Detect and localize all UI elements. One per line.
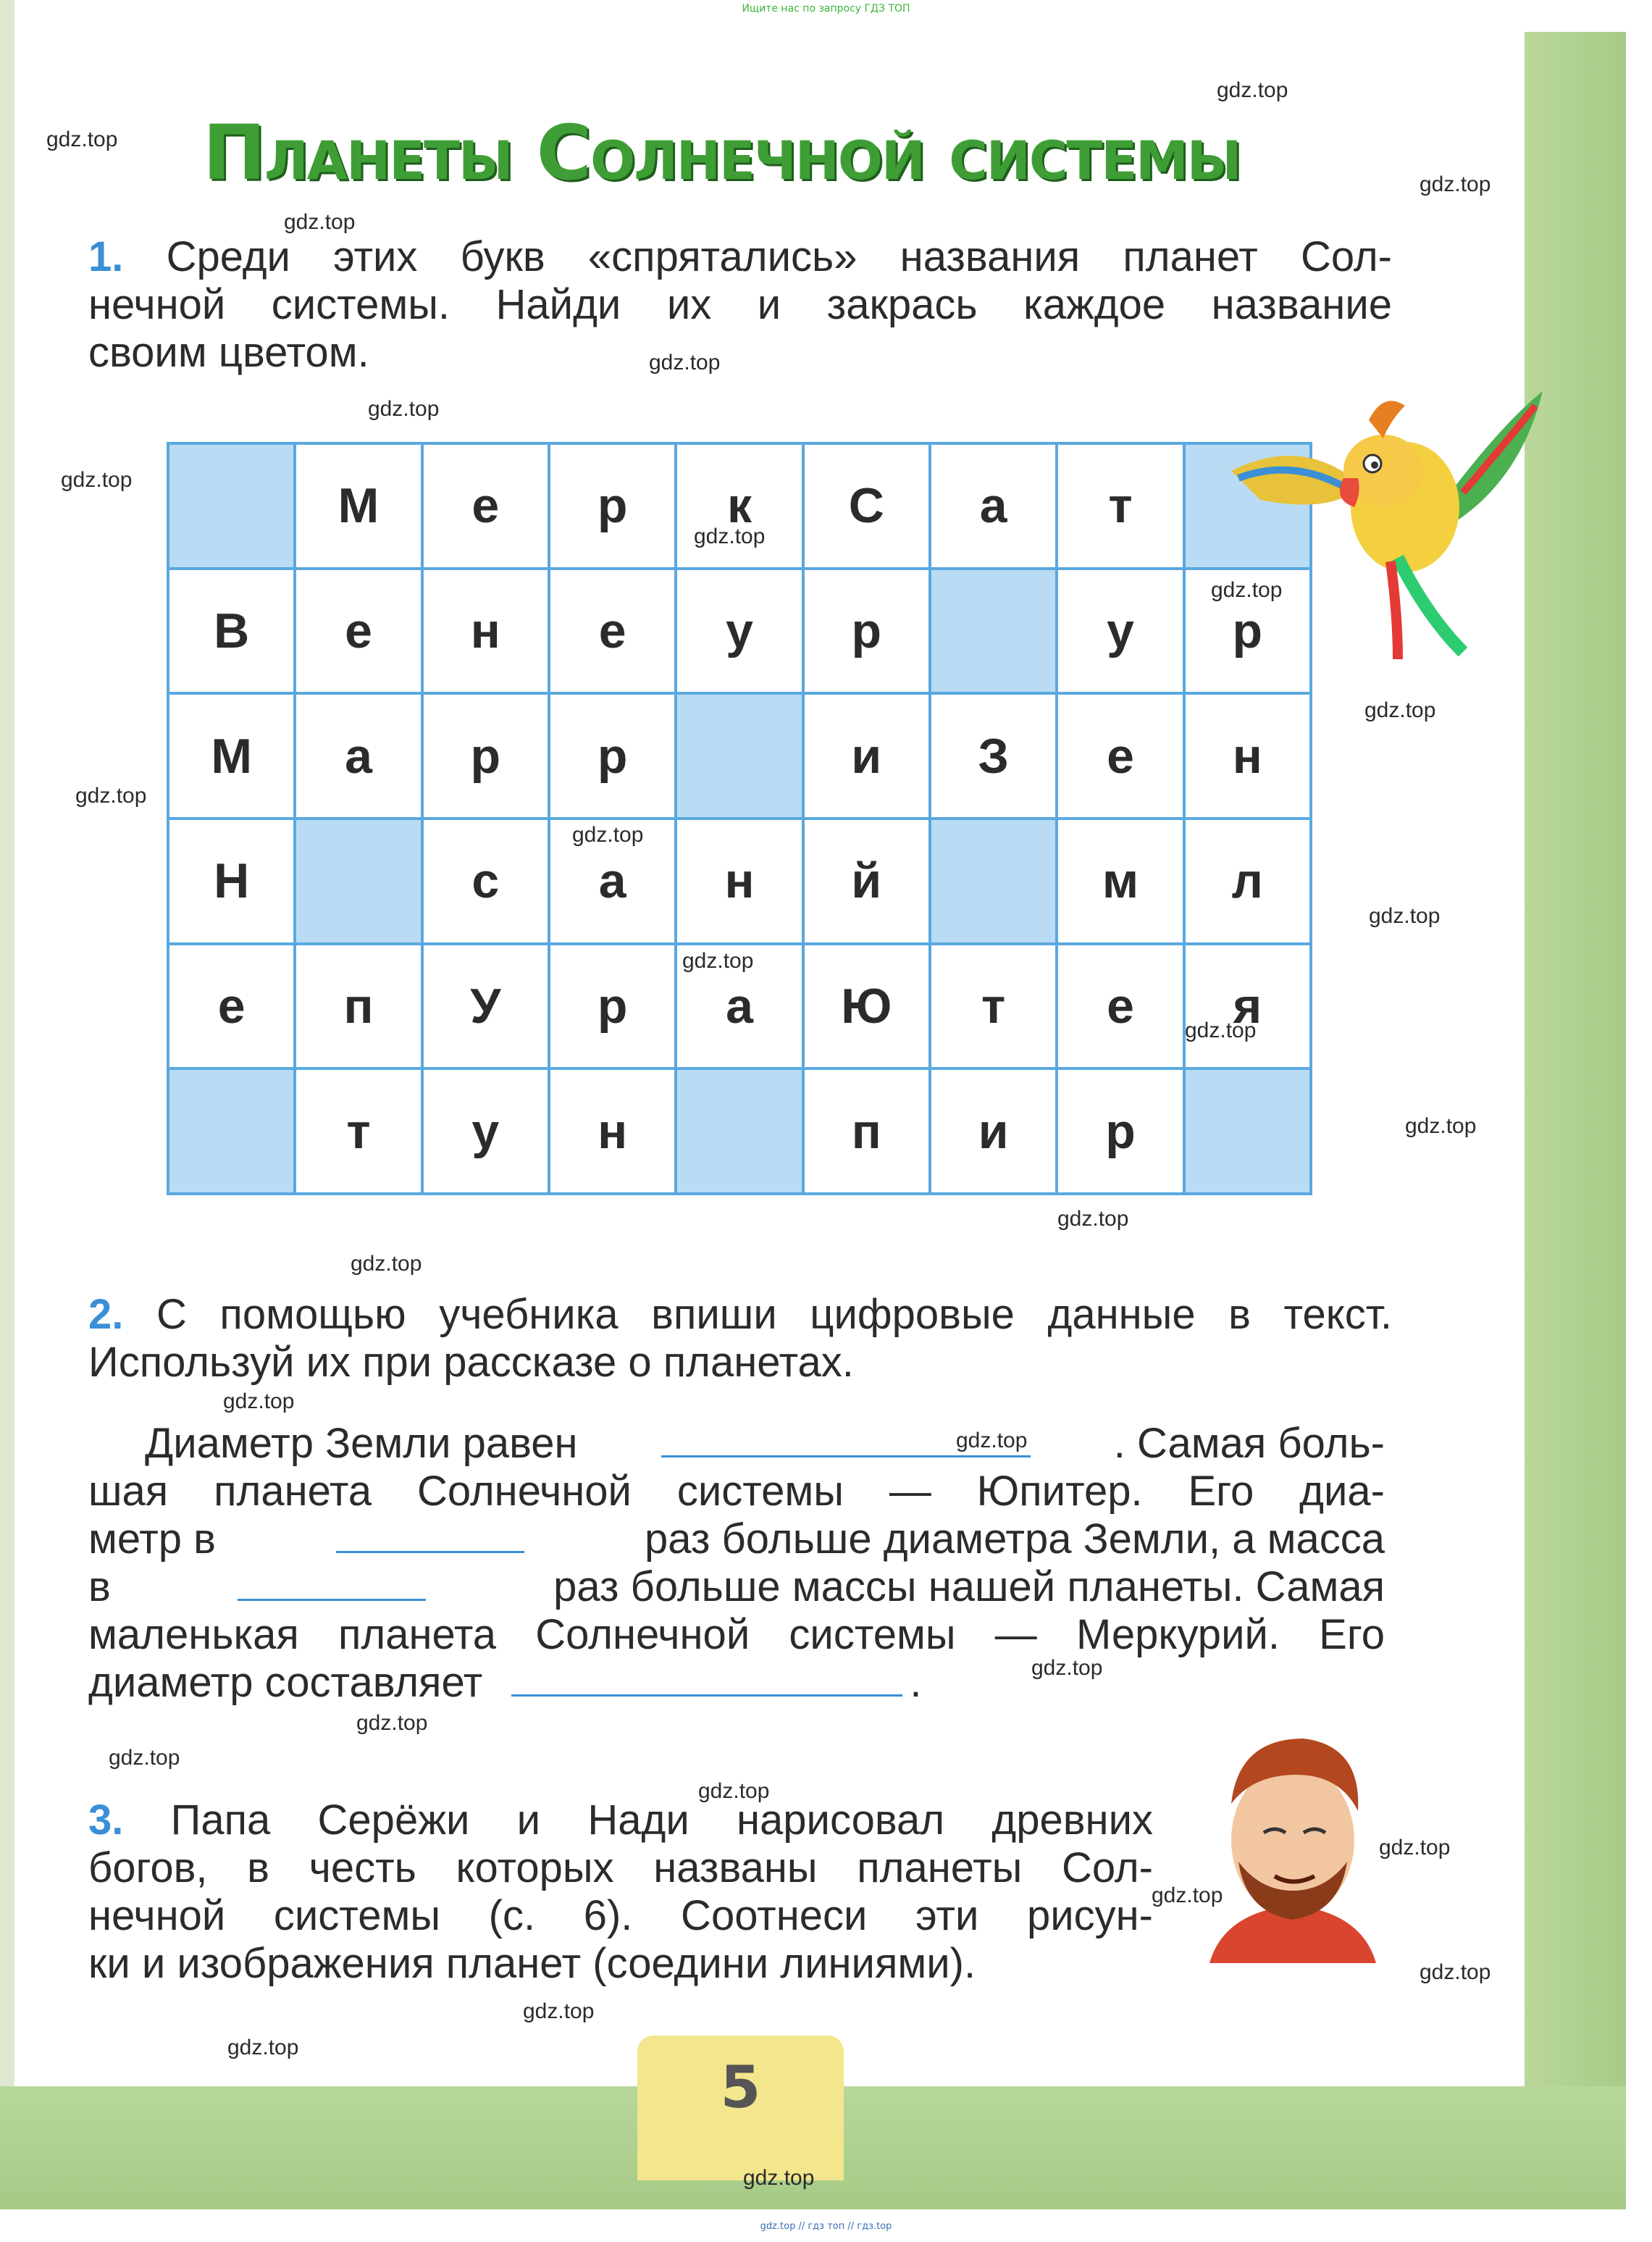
- fill-row-6-end: .: [910, 1659, 922, 1706]
- watermark: gdz.top: [1420, 172, 1491, 196]
- page-number: 5: [720, 2054, 761, 2121]
- task-3-number: 3.: [88, 1796, 124, 1844]
- grid-cell[interactable]: Ю: [805, 945, 928, 1068]
- page-title: Планеты Солнечной системы: [203, 109, 1241, 197]
- grid-cell[interactable]: р: [550, 695, 674, 817]
- task-1-line-1: Среди этих букв «спрятались» названия планет Сол-: [166, 233, 1392, 280]
- grid-cell[interactable]: р: [550, 445, 674, 567]
- grid-cell[interactable]: р: [424, 695, 548, 817]
- watermark: gdz.top: [1217, 78, 1288, 102]
- grid-cell[interactable]: н: [550, 1070, 674, 1192]
- bottom-note: gdz.top // гдз топ // гдз.top: [760, 2221, 892, 2232]
- grid-cell[interactable]: В: [169, 570, 293, 693]
- grid-cell[interactable]: р: [1186, 570, 1309, 693]
- watermark: gdz.top: [46, 127, 118, 151]
- blank-jupiter-diameter[interactable]: [336, 1522, 524, 1553]
- task-3-line-3: нечной системы (с. 6). Соотнеси эти рисун-: [88, 1892, 1153, 1939]
- grid-cell[interactable]: т: [296, 1070, 420, 1192]
- grid-cell[interactable]: п: [805, 1070, 928, 1192]
- grid-cell[interactable]: а: [677, 945, 801, 1068]
- grid-cell[interactable]: я: [1186, 945, 1309, 1068]
- watermark: gdz.top: [1057, 1207, 1129, 1231]
- watermark: gdz.top: [1379, 1836, 1451, 1860]
- watermark: gdz.top: [368, 397, 440, 421]
- watermark: gdz.top: [75, 784, 147, 808]
- grid-cell[interactable]: [1186, 1070, 1309, 1192]
- fill-row-3-start: метр в: [88, 1515, 216, 1563]
- watermark: gdz.top: [356, 1711, 428, 1735]
- grid-cell[interactable]: е: [296, 570, 420, 693]
- grid-cell[interactable]: у: [424, 1070, 548, 1192]
- task-1-line-2: нечной системы. Найди их и закрась каждое название: [88, 281, 1392, 328]
- grid-cell[interactable]: [169, 445, 293, 567]
- grid-cell[interactable]: п: [296, 945, 420, 1068]
- fill-row-5-text: маленькая планета Солнечной системы — Меркурий. Его: [88, 1611, 1385, 1658]
- grid-cell[interactable]: и: [931, 1070, 1055, 1192]
- task-3-line-4: ки и изображения планет (соедини линиями).: [88, 1940, 976, 1987]
- blank-jupiter-mass[interactable]: [238, 1570, 426, 1601]
- fill-row-3-end: раз больше диаметра Земли, а масса: [644, 1515, 1385, 1563]
- watermark: gdz.top: [694, 524, 766, 548]
- grid-cell[interactable]: р: [1058, 1070, 1182, 1192]
- grid-cell[interactable]: З: [931, 695, 1055, 817]
- task-3-line-1: Папа Серёжи и Нади нарисовал древних: [170, 1796, 1153, 1844]
- grid-cell[interactable]: е: [550, 570, 674, 693]
- task-2-line-1: С помощью учебника впиши цифровые данные в текст.: [156, 1291, 1392, 1338]
- watermark: gdz.top: [572, 823, 644, 847]
- dad-illustration: [1195, 1724, 1391, 1978]
- grid-cell[interactable]: У: [424, 945, 548, 1068]
- fill-row-4: [88, 1563, 1385, 1611]
- grid-cell[interactable]: н: [1186, 695, 1309, 817]
- grid-cell[interactable]: е: [1058, 945, 1182, 1068]
- grid-cell[interactable]: к: [677, 445, 801, 567]
- grid-cell[interactable]: [677, 1070, 801, 1192]
- watermark: gdz.top: [523, 1999, 595, 2023]
- grid-cell[interactable]: л: [1186, 820, 1309, 942]
- grid-cell[interactable]: е: [169, 945, 293, 1068]
- grid-cell[interactable]: [931, 820, 1055, 942]
- grid-cell[interactable]: Н: [169, 820, 293, 942]
- grid-cell[interactable]: т: [1058, 445, 1182, 567]
- watermark: gdz.top: [1185, 1018, 1257, 1042]
- fill-row-1: [145, 1420, 1385, 1468]
- fill-row-4-start: в: [88, 1563, 111, 1610]
- watermark: gdz.top: [1420, 1960, 1491, 1984]
- fill-row-1-text: Диаметр Земли равен: [145, 1420, 578, 1467]
- grid-cell[interactable]: а: [296, 695, 420, 817]
- watermark: gdz.top: [1031, 1656, 1103, 1680]
- fill-row-3: [88, 1515, 1385, 1563]
- watermark: gdz.top: [743, 2166, 815, 2190]
- watermark: gdz.top: [1369, 904, 1441, 928]
- grid-cell[interactable]: [677, 695, 801, 817]
- grid-cell[interactable]: М: [169, 695, 293, 817]
- task-3-line-2: богов, в честь которых названы планеты Сол-: [88, 1844, 1153, 1891]
- watermark: gdz.top: [227, 2036, 299, 2059]
- grid-cell[interactable]: а: [931, 445, 1055, 567]
- watermark: gdz.top: [284, 210, 356, 234]
- watermark: gdz.top: [956, 1429, 1028, 1452]
- task-1-line-3: своим цветом.: [88, 329, 369, 376]
- grid-cell[interactable]: [169, 1070, 293, 1192]
- watermark: gdz.top: [649, 351, 721, 375]
- task-2: [88, 1291, 1392, 1386]
- fill-row-2: [88, 1468, 1385, 1515]
- watermark: gdz.top: [1152, 1883, 1223, 1907]
- watermark: gdz.top: [223, 1389, 295, 1413]
- blank-mercury-diameter[interactable]: [511, 1665, 902, 1697]
- fill-row-2-text: шая планета Солнечной системы — Юпитер. Его диа-: [88, 1468, 1385, 1515]
- grid-cell[interactable]: С: [805, 445, 928, 567]
- task-2-line-2: Используй их при рассказе о планетах.: [88, 1339, 854, 1386]
- page-edge-right: [1525, 32, 1626, 2209]
- grid-cell[interactable]: р: [805, 570, 928, 693]
- watermark: gdz.top: [61, 468, 133, 492]
- grid-cell[interactable]: й: [805, 820, 928, 942]
- letter-grid: [167, 442, 1312, 1195]
- grid-cell[interactable]: у: [1058, 570, 1182, 693]
- watermark: gdz.top: [1364, 698, 1436, 722]
- watermark: gdz.top: [698, 1779, 770, 1803]
- grid-cell[interactable]: у: [677, 570, 801, 693]
- grid-cell[interactable]: е: [1058, 695, 1182, 817]
- task-1-number: 1.: [88, 233, 124, 280]
- task-3: [88, 1796, 1153, 1988]
- grid-cell[interactable]: с: [424, 820, 548, 942]
- page-edge-left: [0, 0, 14, 2093]
- grid-cell[interactable]: р: [550, 945, 674, 1068]
- watermark: gdz.top: [1405, 1114, 1477, 1138]
- task-2-number: 2.: [88, 1291, 124, 1338]
- fill-row-5: [88, 1611, 1385, 1659]
- grid-cell[interactable]: и: [805, 695, 928, 817]
- fill-row-4-end: раз больше массы нашей планеты. Самая: [553, 1563, 1385, 1610]
- grid-cell[interactable]: а: [550, 820, 674, 942]
- fill-row-6: [88, 1659, 1385, 1707]
- watermark: gdz.top: [351, 1252, 422, 1276]
- grid-cell[interactable]: м: [1058, 820, 1182, 942]
- grid-cell[interactable]: н: [677, 820, 801, 942]
- watermark: gdz.top: [682, 949, 754, 973]
- grid-cell[interactable]: т: [931, 945, 1055, 1068]
- parrot-illustration: [1217, 377, 1550, 666]
- top-note: Ищите нас по запросу ГДЗ ТОП: [742, 3, 910, 14]
- grid-cell[interactable]: [931, 570, 1055, 693]
- fill-row-1-end: . Самая боль-: [1113, 1420, 1385, 1467]
- grid-cell[interactable]: н: [424, 570, 548, 693]
- grid-cell[interactable]: [296, 820, 420, 942]
- grid-cell[interactable]: М: [296, 445, 420, 567]
- watermark: gdz.top: [109, 1746, 180, 1770]
- fill-row-6-text: диаметр составляет: [88, 1659, 483, 1706]
- grid-cell[interactable]: е: [424, 445, 548, 567]
- watermark: gdz.top: [1211, 578, 1283, 602]
- task-1: [88, 233, 1392, 377]
